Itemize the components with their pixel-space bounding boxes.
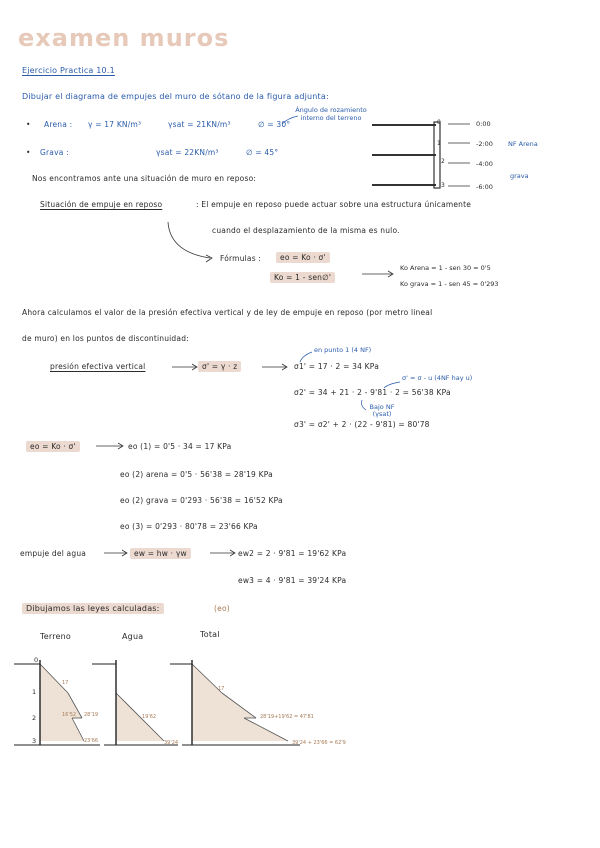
terreno-title: Terreno <box>40 632 71 641</box>
formula-eo: eo = Ko · σ' <box>276 252 330 263</box>
level-1: 1 <box>32 688 37 696</box>
note-point1: en punto 1 (4 NF) <box>314 346 372 354</box>
exercise-heading: Ejercicio Practica 10.1 <box>22 66 115 75</box>
ko-arena: Ko Arena = 1 - sen 30 = 0'5 <box>400 264 491 272</box>
ahora-line2: de muro) en los puntos de discontinuidad: <box>22 334 189 343</box>
reposo-line: Nos encontramos ante una situación de muro en reposo: <box>32 174 257 183</box>
total-diagram <box>170 660 300 745</box>
eo-1: eo (1) = 0'5 · 34 = 17 KPa <box>128 442 232 451</box>
grava-ysat: γsat = 22KN/m³ <box>156 148 219 157</box>
situacion-label: Situación de empuje en reposo <box>40 200 163 209</box>
agua-title: Agua <box>122 632 144 641</box>
agua-val-2: 19'62 <box>142 714 157 720</box>
formulas-label: Fórmulas : <box>220 254 262 263</box>
empuje-formula: eo = Ko · σ' <box>26 441 80 452</box>
total-val-2: 28'19+19'62 = 47'81 <box>260 714 314 720</box>
terreno-val-2a: 28'19 <box>84 712 99 718</box>
sigma-2: σ2' = 34 + 21 · 2 - 9'81 · 2 = 56'38 KPa <box>294 388 451 397</box>
ahora-line1: Ahora calculamos el valor de la presión efectiva vertical y de ley de empuje en reposo (por metro lineal <box>22 308 433 317</box>
grava-label: Grava : <box>40 148 69 157</box>
grava-phi: ∅ = 45° <box>246 148 279 157</box>
wall-mark-1: 1 <box>437 140 441 147</box>
level-2: 2 <box>32 714 37 722</box>
grava-bullet: • <box>26 148 31 157</box>
ko-grava: Ko grava = 1 - sen 45 = 0'293 <box>400 280 499 288</box>
ew-2: ew2 = 2 · 9'81 = 19'62 KPa <box>238 549 347 558</box>
sigma-1: σ1' = 17 · 2 = 34 KPa <box>294 362 379 371</box>
note-under: σ' = σ - u (4NF hay u) <box>402 374 473 382</box>
page-title: examen muros <box>18 24 230 52</box>
level-0: 0 <box>34 656 39 664</box>
nf-arena: NF Arena <box>508 140 538 148</box>
presion-formula: σ' = γ · z <box>198 361 241 372</box>
sigma-3: σ3' = σ2' + 2 · (22 - 9'81) = 80'78 <box>294 420 430 429</box>
grava-depth-label: grava <box>510 172 529 180</box>
wall-mark-2: 2 <box>441 158 445 165</box>
agua-formula: ew = hw · γw <box>130 548 191 559</box>
situacion-text1: : El empuje en reposo puede actuar sobre una estructura únicamente <box>196 200 472 209</box>
arena-bullet: • <box>26 120 31 129</box>
total-val-3: 39'24 + 23'66 = 62'9 <box>292 740 346 746</box>
ew-3: ew3 = 4 · 9'81 = 39'24 KPa <box>238 576 347 585</box>
wall-mark-3: 3 <box>441 182 445 189</box>
eo-3: eo (3) = 0'293 · 80'78 = 23'66 KPa <box>120 522 258 531</box>
dibujamos-note: (eo) <box>214 604 230 613</box>
formula-ko: Ko = 1 - sen∅' <box>270 272 335 283</box>
statement: Dibujar el diagrama de empujes del muro de sótano de la figura adjunta: <box>22 92 329 101</box>
situacion-text2: cuando el desplazamiento de la misma es nulo. <box>212 226 400 235</box>
terreno-val-3: 23'66 <box>84 738 99 744</box>
arena-gamma: γ = 17 KN/m³ <box>88 120 142 129</box>
wall-mark-0: 0 <box>437 119 441 126</box>
arena-label: Arena : <box>44 120 73 129</box>
friction-note: Ángulo de rozamiento interno del terreno <box>295 106 367 122</box>
depth-0: 0:00 <box>476 120 491 128</box>
arena-phi: ∅ = 30° <box>258 120 291 129</box>
agua-val-3: 39'24 <box>164 740 179 746</box>
eo-2-grava: eo (2) grava = 0'293 · 56'38 = 16'52 KPa <box>120 496 283 505</box>
dibujamos-label: Dibujamos las leyes calculadas: <box>22 603 164 614</box>
depth-3: -6:00 <box>476 183 493 191</box>
level-3: 3 <box>32 737 37 745</box>
total-title: Total <box>200 630 220 639</box>
eo-2-arena: eo (2) arena = 0'5 · 56'38 = 28'19 KPa <box>120 470 273 479</box>
terreno-val-17: 17 <box>62 680 69 686</box>
total-val-1: 17 <box>218 686 225 692</box>
terreno-val-2g: 16'52 <box>62 712 77 718</box>
arena-ysat: γsat = 21KN/m³ <box>168 120 231 129</box>
terreno-diagram <box>14 660 100 745</box>
depth-2: -4:00 <box>476 160 493 168</box>
agua-label: empuje del agua <box>20 549 87 558</box>
note-bajo: Bajo NF (γsat) <box>369 403 395 418</box>
presion-label: presión efectiva vertical <box>50 362 146 371</box>
agua-diagram <box>92 660 178 745</box>
depth-1: -2:00 <box>476 140 493 148</box>
